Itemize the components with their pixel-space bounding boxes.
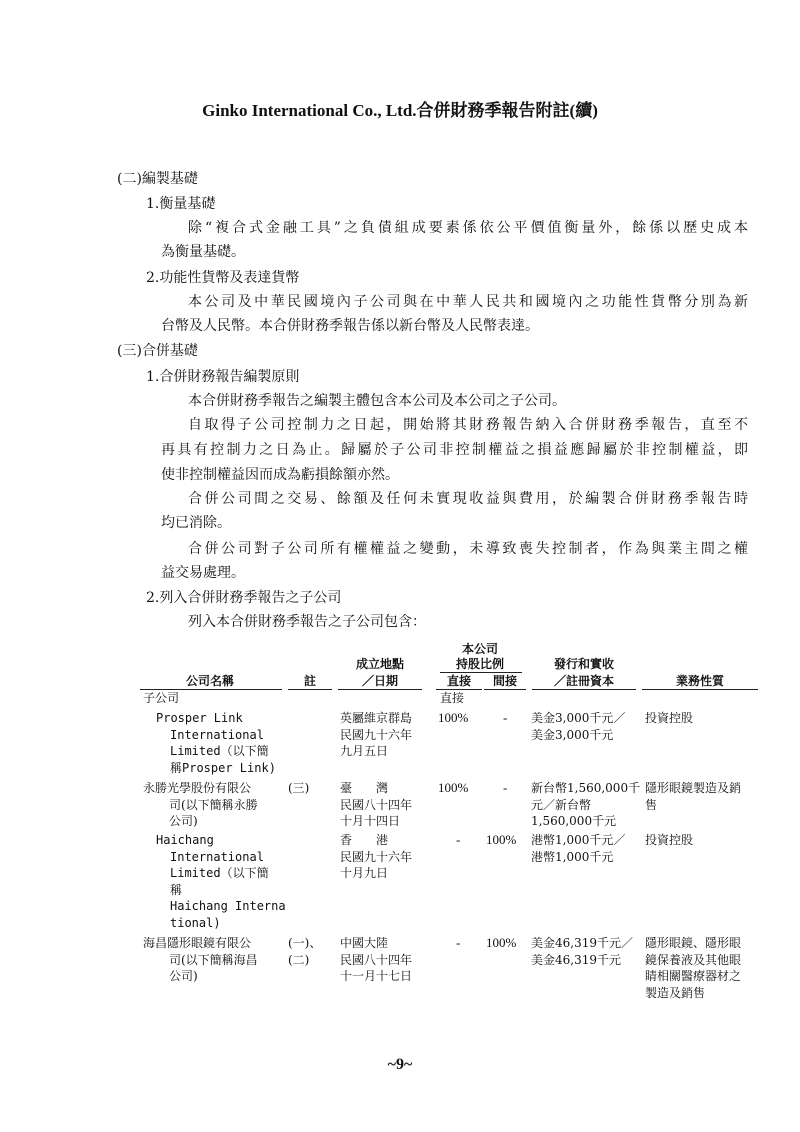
paragraph-line: 再具有控制力之日為止。歸屬於子公司非控制權益之損益應歸屬於非控制權益，即 (161, 442, 748, 458)
paragraph-line: 本公司及中華民國境內子公司與在中華人民共和國境內之功能性貨幣分別為新 (188, 294, 748, 310)
paragraph-line: 列入本合併財務季報告之子公司包含： (188, 614, 426, 630)
company-cell: Haichang International Limited（以下簡 稱 Haichang Interna tional) (156, 833, 286, 930)
header-underline (484, 689, 526, 690)
place-cell: 臺 灣 民國八十四年 十月十四日 (340, 781, 413, 828)
paragraph-line: 本合併財務季報告之編製主體包含本公司及本公司之子公司。 (188, 393, 566, 409)
header-ownership: 持股比例 (455, 657, 504, 671)
item-title-principles: 1.合併財務報告編製原則 (146, 369, 300, 385)
paragraph-line: 合併公司間之交易、餘額及任何未實現收益與費用，於編製合併財務季報告時 (188, 491, 748, 507)
paragraph-line: 為衡量基礎。 (161, 244, 245, 260)
paragraph-line: 自取得子公司控制力之日起，開始將其財務報告納入合併財務季報告，直至不 (188, 417, 748, 433)
group-direct-label: 直接 (440, 691, 465, 705)
header-indirect: 間接 (492, 674, 517, 688)
header-company: 公司名稱 (185, 674, 234, 688)
paragraph-line: 台幣及人民幣。本合併財務季報告係以新台幣及人民幣表達。 (161, 318, 539, 334)
direct-cell: 100% (438, 710, 469, 725)
business-cell: 隱形眼鏡、隱形眼 鏡保養液及其他眼 睛相關醫療器材之 製造及銷售 (645, 936, 742, 1000)
capital-cell: 港幣1,000千元／ 港幣1,000千元 (531, 833, 626, 864)
header-underline (288, 689, 332, 690)
indirect-cell: 100% (486, 935, 517, 950)
header-underline (642, 689, 758, 690)
header-place: 成立地點 (355, 657, 404, 671)
header-company-label: 本公司 (461, 642, 498, 656)
section-heading-consolidation: (三)合併基礎 (117, 343, 198, 359)
group-label: 子公司 (143, 691, 180, 705)
capital-cell: 美金46,319千元／ 美金46,319千元 (531, 936, 633, 967)
item-title-measurement: 1.衡量基礎 (146, 196, 216, 212)
paragraph-line: 合併公司對子公司所有權權益之變動，未導致喪失控制者，作為與業主間之權 (188, 541, 748, 557)
paragraph-line: 除“複合式金融工具”之負債組成要素係依公平價值衡量外，餘係以歷史成本 (188, 220, 748, 236)
direct-cell: 100% (438, 780, 469, 795)
place-cell: 香 港 民國九十六年 十月九日 (340, 833, 413, 880)
direct-cell: - (456, 832, 461, 847)
company-cell: 永勝光學股份有限公 司(以下簡稱永勝 公司) (143, 781, 258, 828)
header-registered-capital: ／註冊資本 (553, 674, 614, 688)
business-cell: 投資控股 (645, 833, 694, 847)
page-number: ~9~ (387, 1056, 413, 1073)
business-cell: 隱形眼鏡製造及銷 售 (645, 781, 742, 812)
paragraph-line: 益交易處理。 (161, 565, 245, 581)
paragraph-line: 均已消除。 (161, 515, 231, 531)
capital-cell: 美金3,000千元／ 美金3,000千元 (531, 711, 626, 742)
item-title-subsidiaries: 2.列入合併財務季報告之子公司 (146, 590, 342, 606)
page-title: Ginko International Co., Ltd.合併財務季報告附註(續) (202, 101, 598, 120)
header-underline (532, 689, 636, 690)
header-date: ／日期 (361, 674, 398, 688)
header-underline (338, 689, 422, 690)
note-cell: (一)、 (二) (288, 936, 322, 967)
section-heading-basis: (二)編製基礎 (117, 171, 198, 187)
note-cell: (三) (288, 781, 310, 795)
indirect-cell: - (503, 780, 508, 795)
header-divider (440, 672, 522, 673)
direct-cell: - (456, 935, 461, 950)
header-business: 業務性質 (675, 674, 724, 688)
header-capital: 發行和實收 (553, 657, 614, 671)
header-direct: 直接 (446, 674, 471, 688)
company-cell: Prosper Link International Limited（以下簡 稱Prosper Link) (156, 711, 276, 775)
item-title-currency: 2.功能性貨幣及表達貨幣 (146, 270, 300, 286)
paragraph-line: 使非控制權益因而成為虧損餘額亦然。 (161, 467, 399, 483)
business-cell: 投資控股 (645, 711, 694, 725)
indirect-cell: 100% (486, 832, 517, 847)
header-note: 註 (303, 674, 316, 688)
company-cell: 海昌隱形眼鏡有限公 司(以下簡稱海昌 公司) (143, 936, 258, 983)
indirect-cell: - (503, 710, 508, 725)
place-cell: 英屬維京群島 民國九十六年 九月五日 (340, 711, 413, 758)
place-cell: 中國大陸 民國八十四年 十一月十七日 (340, 936, 413, 983)
capital-cell: 新台幣1,560,000千 元／新台幣 1,560,000千元 (531, 781, 641, 828)
